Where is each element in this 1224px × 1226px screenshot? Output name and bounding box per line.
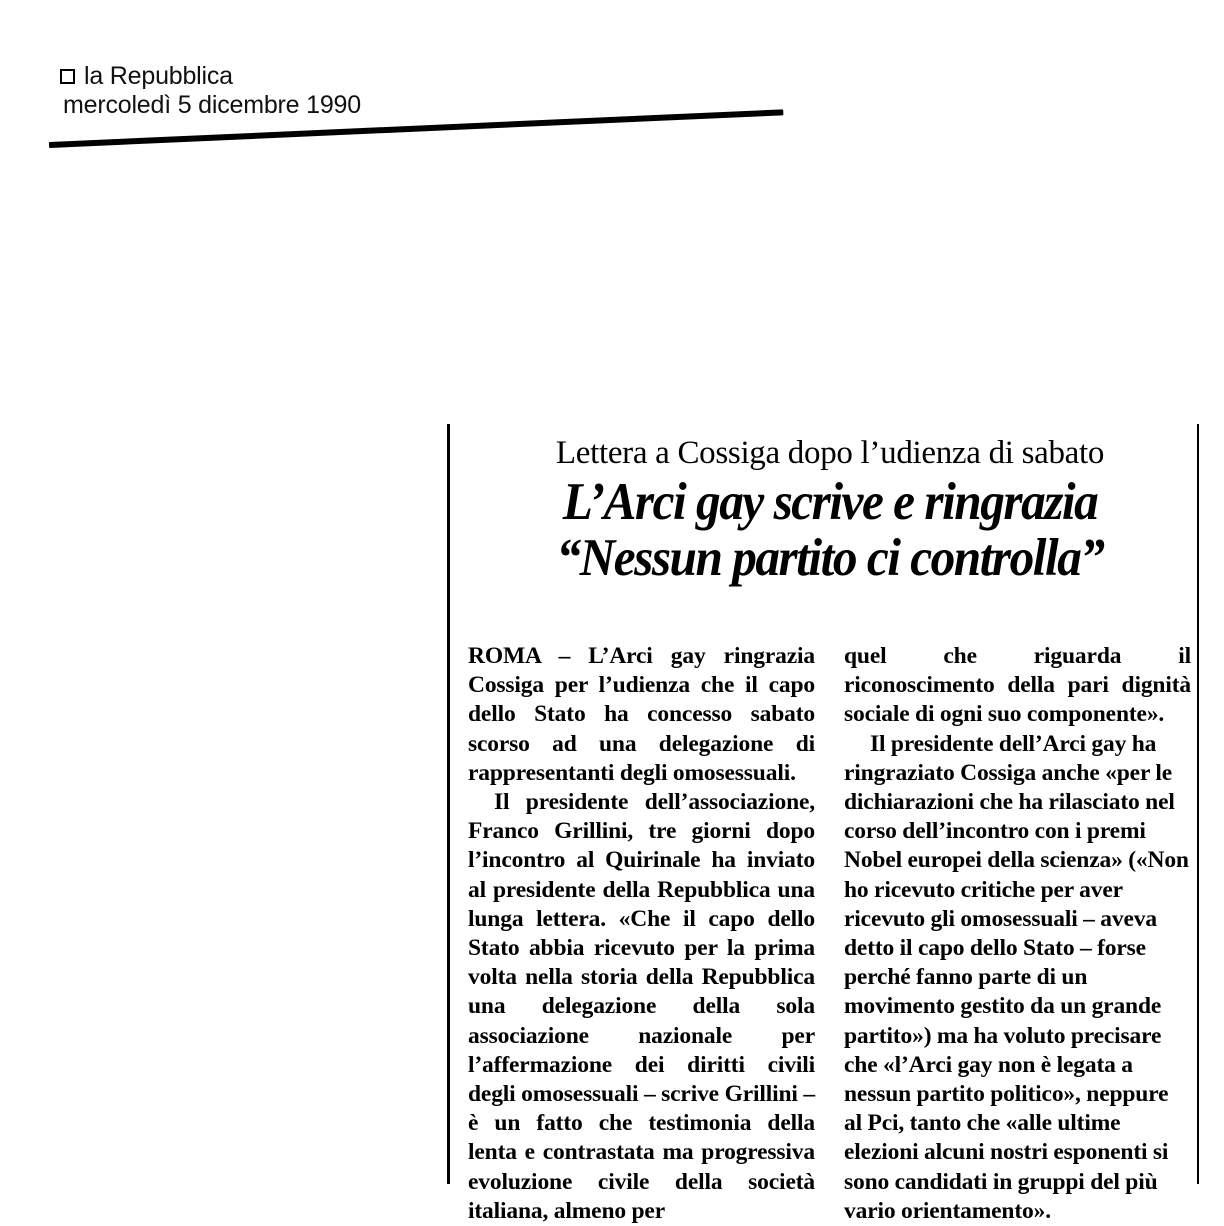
article-right-rule (1197, 424, 1199, 1184)
article-headline (468, 474, 1192, 586)
paragraph-lead: ROMA – L’Arci gay ringrazia Cossiga per l’udienza che il capo dello Stato ha concesso sabato scorso ad una delegazione di rappresentanti degli omosessuali. (468, 643, 815, 786)
headline-line-2: “Nessun partito ci controlla” (556, 529, 1104, 587)
clipping-stamp-publication-line (60, 64, 233, 89)
article-body (468, 424, 1192, 1224)
paragraph: Il presidente dell’associazione, Franco Grillini, tre giorni dopo l’incontro al Quirinale ha inviato al presidente della Repubblica una lunga lettera. «Che il capo dello Stato abbia ricevuto per la prima volta nella storia della Repubblica una delegazione della sola associazione nazionale per l’affermazione dei diritti civili degli omosessuali – scrive Grillini – è un fatto che testimonia della lenta e contrastata ma progressiva evoluzione civile della società italiana, almeno per (468, 789, 815, 1224)
article-kicker: Lettera a Cossiga dopo l’udienza di sabato (555, 435, 1105, 471)
paragraph: quel che riguarda il riconoscimento della pari dignità sociale di ogni suo componente». (844, 643, 1191, 728)
publication-date: mercoledì 5 dicembre 1990 (63, 91, 361, 119)
paragraph: Il presidente dell’Arci gay ha ringraziato Cossiga anche «per le dichiarazioni che ha rilasciato nel corso dell’incontro con i premi Nobel europei della scienza» («Non ho ricevuto critiche per aver ricevuto gli omosessuali – aveva detto il capo dello Stato – forse perché fanno parte di un movimento gestito da un grande partito») ma ha voluto precisare che «l’Arci gay non è legata a nessun partito politico», neppure al Pci, tanto che «alle ultime elezioni alcuni nostri esponenti si sono candidati in gruppi del più vario orientamento». (844, 730, 1189, 1224)
square-outline-icon (60, 69, 75, 84)
article-column-left (468, 642, 815, 1226)
publication-name: la Repubblica (84, 62, 233, 90)
article-column-right (844, 642, 1191, 1226)
article-columns (468, 642, 1192, 1226)
clipping-stamp (60, 60, 820, 170)
article-clipping (447, 424, 1200, 1224)
article-left-rule (447, 424, 450, 1184)
headline-line-1: L’Arci gay scrive e ringrazia (562, 473, 1098, 531)
